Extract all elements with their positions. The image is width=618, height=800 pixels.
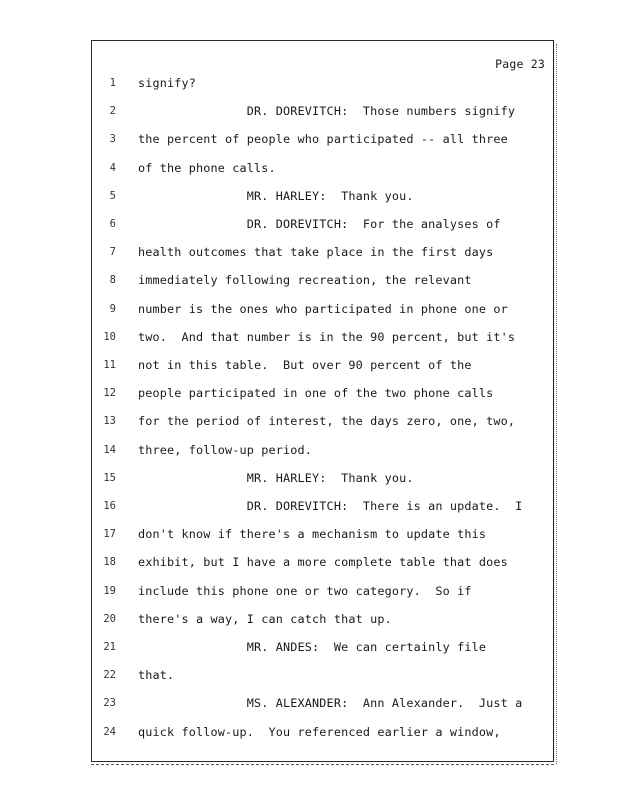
scan-edge-mark (556, 44, 557, 764)
transcript-line: three, follow-up period. (138, 442, 313, 457)
transcript-line: MR. HARLEY: Thank you. (138, 188, 414, 203)
transcript-line: MR. ANDES: We can certainly file (138, 640, 487, 654)
transcript-line: not in this table. But over 90 percent of the (138, 358, 472, 372)
line-number: 14 (103, 443, 116, 456)
line-number: 11 (103, 359, 116, 371)
line-number: 13 (103, 415, 116, 428)
line-number: 18 (103, 556, 116, 569)
line-number: 10 (103, 330, 116, 343)
line-number: 2 (109, 105, 116, 118)
line-number: 21 (103, 641, 116, 653)
line-number: 17 (103, 528, 116, 541)
line-number: 9 (109, 302, 116, 315)
transcript-line: health outcomes that take place in the first days (138, 245, 494, 260)
transcript-line: immediately following recreation, the relevant (138, 273, 472, 288)
line-number: 5 (109, 189, 116, 202)
transcript-line: quick follow-up. You referenced earlier a window, (138, 724, 501, 739)
transcript-line: DR. DOREVITCH: For the analyses of (138, 217, 501, 231)
transcript-line: of the phone calls. (138, 160, 276, 175)
line-number: 7 (109, 246, 116, 259)
transcript-line: number is the ones who participated in phone one or (138, 301, 508, 316)
line-number: 23 (103, 697, 116, 710)
transcript-line: there's a way, I can catch that up. (138, 611, 392, 626)
line-number: 6 (109, 218, 116, 230)
transcript-line: for the period of interest, the days zero, one, two, (138, 414, 516, 429)
line-number: 8 (109, 274, 116, 287)
transcript-line: MS. ALEXANDER: Ann Alexander. Just a (138, 696, 523, 711)
line-number: 4 (109, 161, 116, 174)
line-number: 22 (103, 669, 116, 682)
line-number: 12 (103, 387, 116, 400)
line-number: 15 (103, 471, 116, 484)
line-number: 1 (109, 77, 116, 89)
transcript-line: the percent of people who participated -- all three (138, 132, 508, 147)
transcript-line: that. (138, 668, 175, 683)
line-number: 19 (103, 584, 116, 597)
transcript-line: don't know if there's a mechanism to update this (138, 527, 487, 542)
transcript-line: people participated in one of the two phone calls (138, 386, 494, 401)
transcript-line: signify? (138, 76, 197, 90)
line-number: 20 (103, 612, 116, 625)
line-number: 16 (103, 500, 116, 512)
transcript-line: include this phone one or two category. So if (138, 583, 472, 598)
transcript-page (91, 40, 554, 762)
transcript-line: MR. HARLEY: Thank you. (138, 470, 414, 485)
transcript-line: DR. DOREVITCH: Those numbers signify (138, 104, 516, 119)
footer-rule (91, 764, 554, 765)
transcript-line: exhibit, but I have a more complete table that does (138, 555, 508, 570)
line-number: 3 (109, 133, 116, 146)
line-number: 24 (103, 725, 116, 738)
transcript-line: DR. DOREVITCH: There is an update. I (138, 499, 523, 513)
transcript-line: two. And that number is in the 90 percent, but it's (138, 329, 516, 344)
page-number: Page 23 (495, 57, 545, 71)
